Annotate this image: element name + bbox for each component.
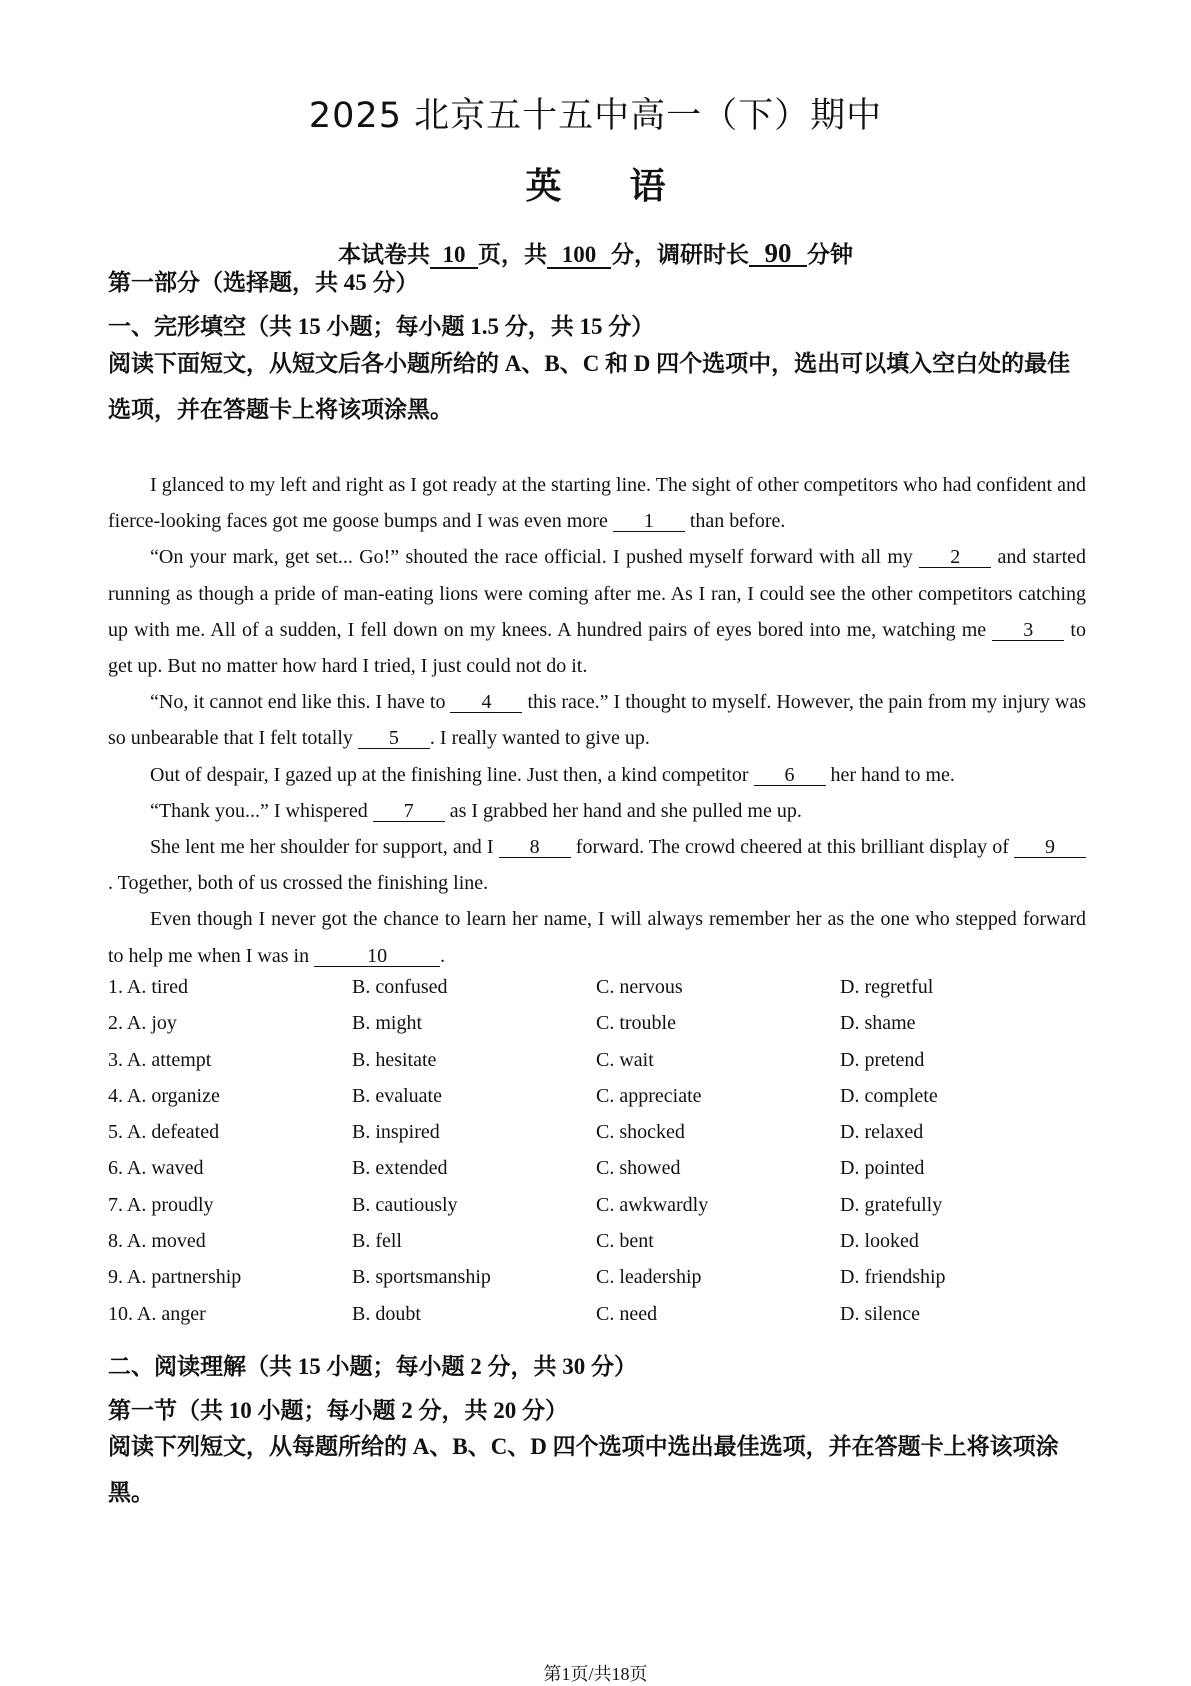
blank-4: 4 [450, 692, 522, 713]
option-row [108, 1230, 1086, 1266]
option-d: D. regretful [840, 976, 934, 998]
option-c: C. leadership [596, 1266, 702, 1289]
option-b: B. doubt [352, 1302, 421, 1325]
passage-paragraph: I glanced to my left and right as I got ready at the starting line. The sight of other competitors who had confident and fierce-looking faces got me goose bumps and I was even more 1 than before. [108, 474, 1086, 533]
option-row [108, 1121, 1086, 1157]
info-text-1: 本试卷共 [338, 242, 430, 267]
option-row [108, 1085, 1086, 1121]
option-row [108, 1194, 1086, 1230]
option-d: D. shame [840, 1012, 916, 1035]
option-c: C. need [596, 1302, 658, 1325]
option-b: B. inspired [352, 1121, 440, 1144]
option-b: B. evaluate [352, 1084, 442, 1107]
option-a: 1. A. tired [108, 976, 188, 998]
section2-heading: 二、阅读理解（共 15 小题；每小题 2 分，共 30 分） [108, 1354, 637, 1379]
option-a: 2. A. joy [108, 1012, 177, 1035]
blank-10: 10 [314, 946, 440, 967]
option-c: C. appreciate [596, 1084, 702, 1107]
section1-heading: 一、完形填空（共 15 小题；每小题 1.5 分，共 15 分） [108, 314, 655, 339]
passage-paragraph: She lent me her shoulder for support, and I 8 forward. The crowd cheered at this brilliant display of 9. Together, both of us crossed the finishing line. [108, 829, 1086, 901]
option-d: D. friendship [840, 1266, 946, 1289]
exam-title: 2025 北京五十五中高一（下）期中 [308, 96, 883, 136]
option-c: C. shocked [596, 1121, 685, 1144]
info-pages: 10 [430, 243, 478, 269]
section1-instruction: 阅读下面短文，从短文后各小题所给的 A、B、C 和 D 四个选项中，选出可以填入空白处的最佳选项，并在答题卡上将该项涂黑。 [108, 351, 1071, 422]
option-b: B. confused [352, 976, 448, 998]
options-list [108, 976, 1086, 1339]
option-b: B. cautiously [352, 1193, 458, 1216]
option-b: B. fell [352, 1230, 402, 1253]
option-d: D. relaxed [840, 1121, 924, 1144]
option-c: C. showed [596, 1157, 681, 1180]
cloze-passage [108, 467, 1086, 974]
subject-char-2: 语 [629, 166, 666, 207]
option-row [108, 1303, 1086, 1339]
section2-sub-heading: 第一节（共 10 小题；每小题 2 分，共 20 分） [108, 1398, 568, 1423]
blank-2: 2 [919, 547, 991, 568]
option-b: B. extended [352, 1157, 448, 1180]
option-d: D. pretend [840, 1048, 925, 1071]
passage-paragraph: “Thank you...” I whispered 7 as I grabbed her hand and she pulled me up. [150, 799, 802, 822]
info-text-4: 分钟 [807, 242, 853, 267]
subject-char-1: 英 [525, 166, 562, 207]
option-c: C. awkwardly [596, 1193, 709, 1216]
passage-paragraph: Even though I never got the chance to learn her name, I will always remember her as the one who stepped forward to help me when I was in 10 . [108, 908, 1086, 967]
subject-title [0, 158, 1191, 209]
option-c: C. nervous [596, 976, 683, 998]
blank-5: 5 [358, 728, 430, 749]
option-a: 7. A. proudly [108, 1193, 214, 1216]
passage-paragraph: “No, it cannot end like this. I have to 4 this race.” I thought to myself. However, the pain from my injury was so unbearable that I felt totally 5 . I really wanted to give up. [108, 691, 1086, 750]
option-row [108, 1157, 1086, 1193]
option-b: B. sportsmanship [352, 1266, 491, 1289]
option-row [108, 1012, 1086, 1048]
option-a: 4. A. organize [108, 1084, 220, 1107]
option-d: D. pointed [840, 1157, 925, 1180]
info-text-2: 页，共 [478, 242, 547, 267]
blank-1: 1 [613, 511, 685, 532]
option-b: B. might [352, 1012, 423, 1035]
blank-8: 8 [499, 837, 571, 858]
info-text-3: 分，调研时长 [611, 242, 749, 267]
page-number: 第1页/共18页 [543, 1664, 648, 1684]
info-time: 90 [749, 241, 807, 267]
option-a: 10. A. anger [108, 1302, 206, 1325]
info-score: 100 [547, 243, 611, 269]
option-a: 9. A. partnership [108, 1266, 242, 1289]
blank-9: 9 [1014, 837, 1086, 858]
option-row [108, 976, 1086, 1012]
option-d: D. looked [840, 1230, 919, 1253]
option-d: D. complete [840, 1084, 938, 1107]
section2-instruction: 阅读下列短文，从每题所给的 A、B、C、D 四个选项中选出最佳选项，并在答题卡上将该项涂黑。 [108, 1434, 1059, 1505]
blank-7: 7 [373, 801, 445, 822]
option-b: B. hesitate [352, 1048, 437, 1071]
option-a: 6. A. waved [108, 1157, 204, 1180]
part1-heading: 第一部分（选择题，共 45 分） [108, 270, 419, 295]
option-c: C. bent [596, 1230, 654, 1253]
option-c: C. wait [596, 1048, 654, 1071]
blank-6: 6 [754, 765, 826, 786]
passage-paragraph: “On your mark, get set... Go!” shouted the race official. I pushed myself forward with all my 2 and started running as though a pride of man-eating lions were coming after me. As I ran, I could see the other competitors catching up with me. All of a sudden, I fell down on my knees. A hundred pairs of eyes bored into me, watching me 3 to get up. But no matter how hard I tried, I just could not do it. [108, 546, 1087, 678]
option-a: 5. A. defeated [108, 1121, 220, 1144]
option-a: 8. A. moved [108, 1230, 206, 1253]
blank-3: 3 [992, 620, 1064, 641]
option-row [108, 1049, 1086, 1085]
passage-paragraph: Out of despair, I gazed up at the finishing line. Just then, a kind competitor 6 her hand to me. [150, 763, 955, 786]
option-a: 3. A. attempt [108, 1048, 212, 1071]
option-c: C. trouble [596, 1012, 676, 1035]
option-d: D. silence [840, 1302, 920, 1325]
option-d: D. gratefully [840, 1193, 943, 1216]
option-row [108, 1266, 1086, 1302]
